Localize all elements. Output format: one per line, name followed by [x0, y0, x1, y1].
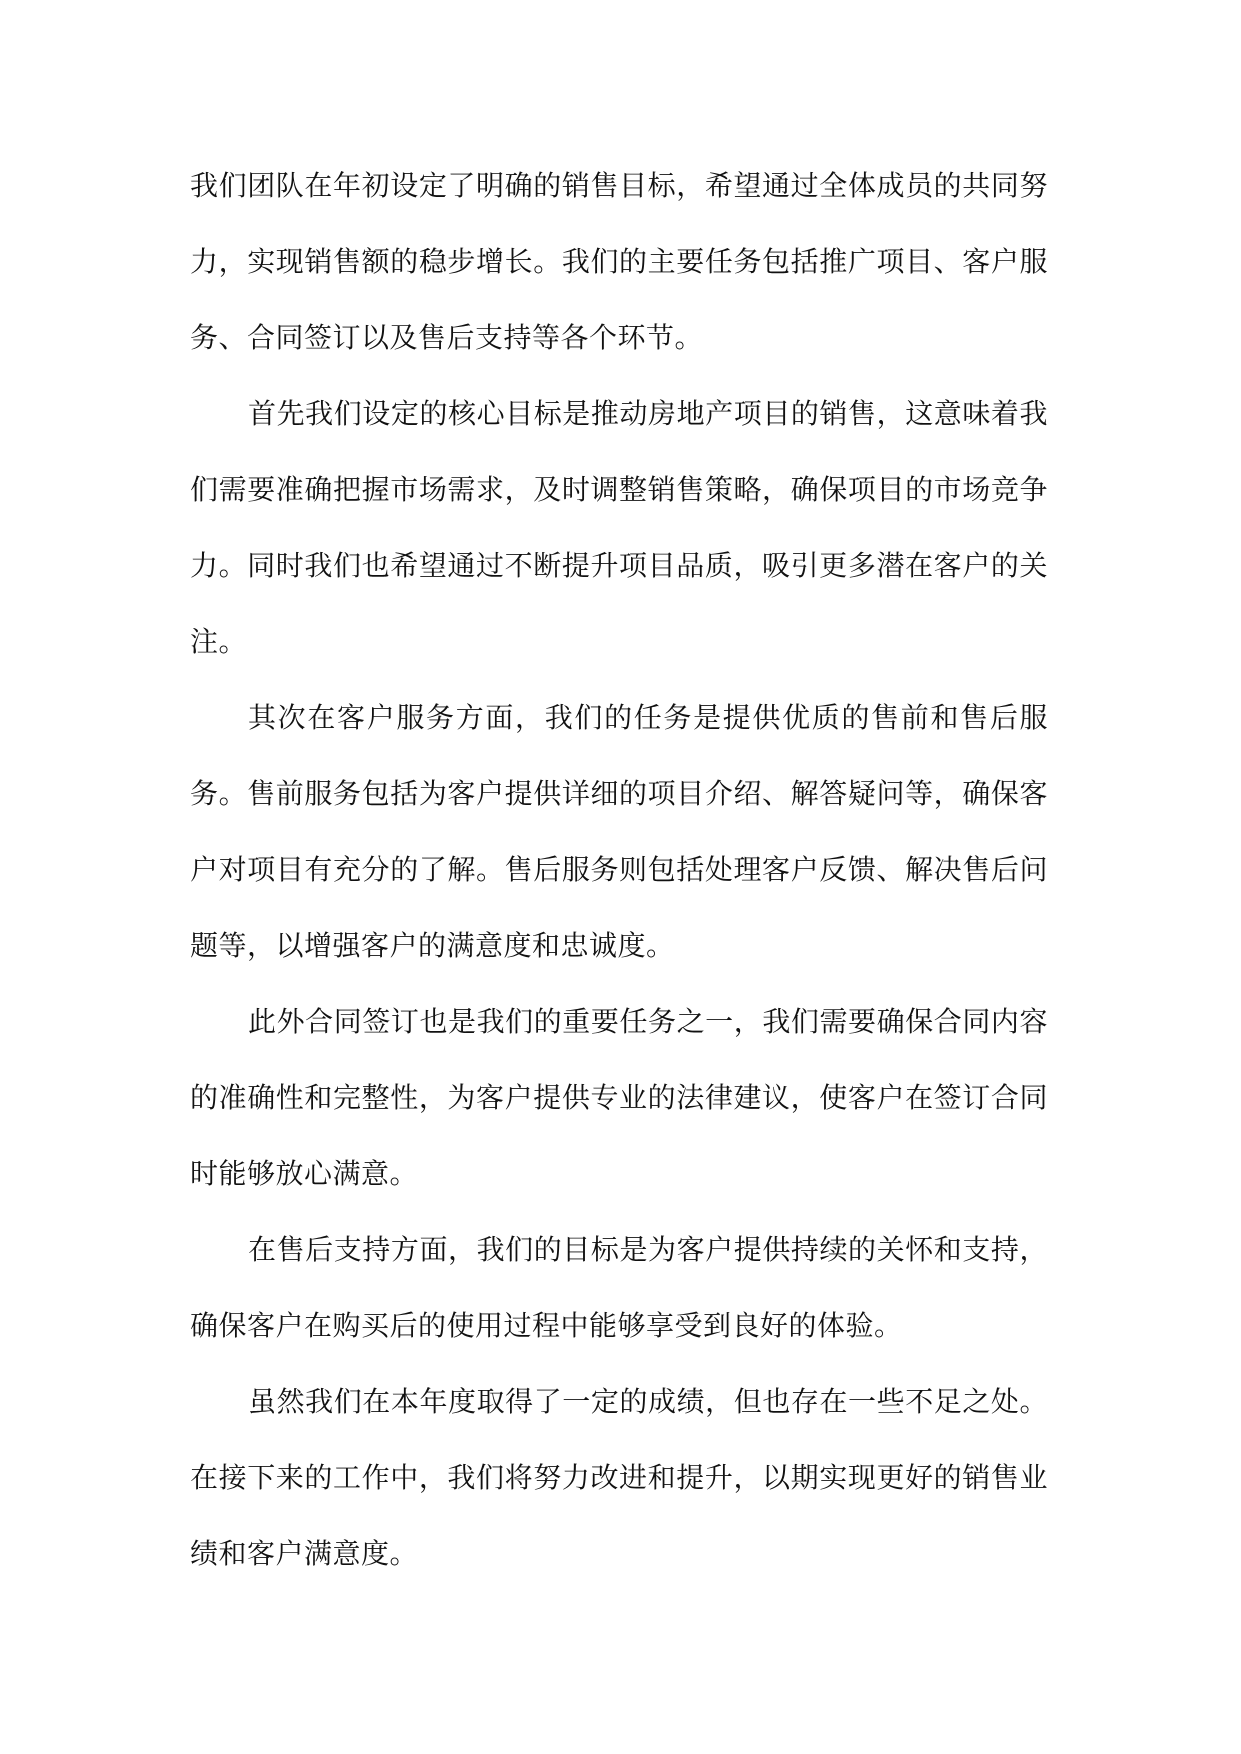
paragraph-core-target: 首先我们设定的核心目标是推动房地产项目的销售，这意味着我们需要准确把握市场需求，及时调整销售策略，确保项目的市场竞争力。同时我们也希望通过不断提升项目品质，吸引更多潜在客户的关注。 — [190, 397, 1048, 658]
paragraph-sales-goals: 我们团队在年初设定了明确的销售目标，希望通过全体成员的共同努力，实现销售额的稳步增长。我们的主要任务包括推广项目、客户服务、合同签订以及售后支持等各个环节。 — [190, 169, 1048, 354]
paragraph-improvement-plan: 虽然我们在本年度取得了一定的成绩，但也存在一些不足之处。在接下来的工作中，我们将努力改进和提升，以期实现更好的销售业绩和客户满意度。 — [190, 1385, 1048, 1570]
paragraph-contract-signing: 此外合同签订也是我们的重要任务之一，我们需要确保合同内容的准确性和完整性，为客户提供专业的法律建议，使客户在签订合同时能够放心满意。 — [190, 1005, 1048, 1190]
paragraph-after-sales-support: 在售后支持方面，我们的目标是为客户提供持续的关怀和支持，确保客户在购买后的使用过程中能够享受到良好的体验。 — [190, 1233, 1048, 1342]
document-body — [190, 148, 1048, 1592]
paragraph-customer-service: 其次在客户服务方面，我们的任务是提供优质的售前和售后服务。售前服务包括为客户提供详细的项目介绍、解答疑问等，确保客户对项目有充分的了解。售后服务则包括处理客户反馈、解决售后问题等，以增强客户的满意度和忠诚度。 — [190, 701, 1048, 962]
